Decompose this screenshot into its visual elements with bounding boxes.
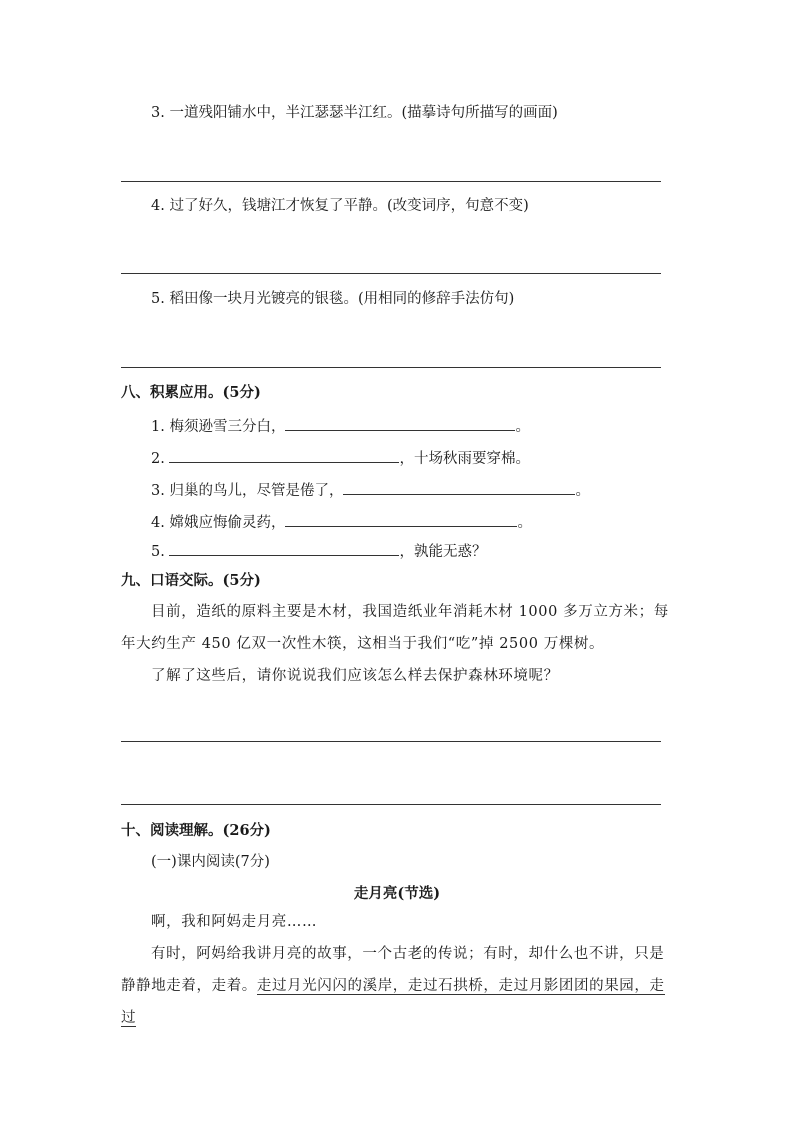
question-3: 3. 一道残阳铺水中，半江瑟瑟半江红。(描摹诗句所描写的画面) [151, 105, 558, 121]
fill-item-prefix: 1. 梅须逊雪三分白， [151, 419, 286, 435]
fill-blank[interactable] [169, 540, 399, 556]
answer-line[interactable] [121, 273, 661, 274]
fill-item-prefix: 5. [151, 544, 170, 560]
fill-item-3 [151, 479, 590, 501]
fill-item-suffix: 。 [517, 515, 532, 531]
fill-item-suffix: ，孰能无惑？ [399, 544, 487, 560]
fill-item-suffix: 。 [515, 419, 530, 435]
article-text: 有时，阿妈给我讲月亮的故事，一个古老的传说；有时，却什么也不讲，只是静静地走着，走着。 [121, 946, 665, 994]
section-9-title: 九、口语交际。(5分) [121, 572, 261, 589]
article-title: 走月亮(节选) [353, 885, 441, 902]
fill-blank[interactable] [285, 511, 517, 527]
section-10-title: 十、阅读理解。(26分) [121, 822, 271, 839]
fill-item-prefix: 2. [151, 451, 170, 467]
answer-line[interactable] [121, 367, 661, 368]
fill-item-1 [151, 415, 530, 437]
fill-blank[interactable] [343, 479, 575, 495]
section-9-paragraph: 目前，造纸的原料主要是木材，我国造纸业年消耗木材 1000 多万立方米；每年大约生产 450 亿双一次性木筷，这相当于我们“吃”掉 2500 万棵树。 [121, 604, 669, 652]
article-paragraph-2 [121, 938, 676, 1034]
answer-line[interactable] [121, 181, 661, 182]
fill-blank[interactable] [285, 415, 515, 431]
answer-line[interactable] [121, 804, 661, 805]
section-10-subtitle: (一)课内阅读(7分) [151, 854, 270, 870]
question-5: 5. 稻田像一块月光镀亮的银毯。(用相同的修辞手法仿句) [151, 291, 515, 307]
fill-item-prefix: 3. 归巢的鸟儿，尽管是倦了， [151, 483, 344, 499]
fill-blank[interactable] [169, 447, 399, 463]
fill-item-5 [151, 540, 486, 562]
fill-item-2 [151, 447, 530, 469]
answer-line[interactable] [121, 741, 661, 742]
fill-item-4 [151, 511, 532, 533]
fill-item-suffix: ，十场秋雨要穿棉。 [399, 451, 530, 467]
section-8-title: 八、积累应用。(5分) [121, 384, 261, 401]
question-4: 4. 过了好久，钱塘江才恢复了平静。(改变词序，句意不变) [151, 198, 529, 214]
underlined-passage: 走过月光闪闪的溪岸，走过石拱桥，走过月影团团的果园，走过 [121, 978, 665, 1026]
section-9-question: 了解了这些后，请你说说我们应该怎么样去保护森林环境呢？ [151, 668, 559, 684]
article-paragraph-1: 啊，我和阿妈走月亮…… [151, 914, 318, 930]
fill-item-suffix: 。 [575, 483, 590, 499]
fill-item-prefix: 4. 嫦娥应悔偷灵药， [151, 515, 286, 531]
